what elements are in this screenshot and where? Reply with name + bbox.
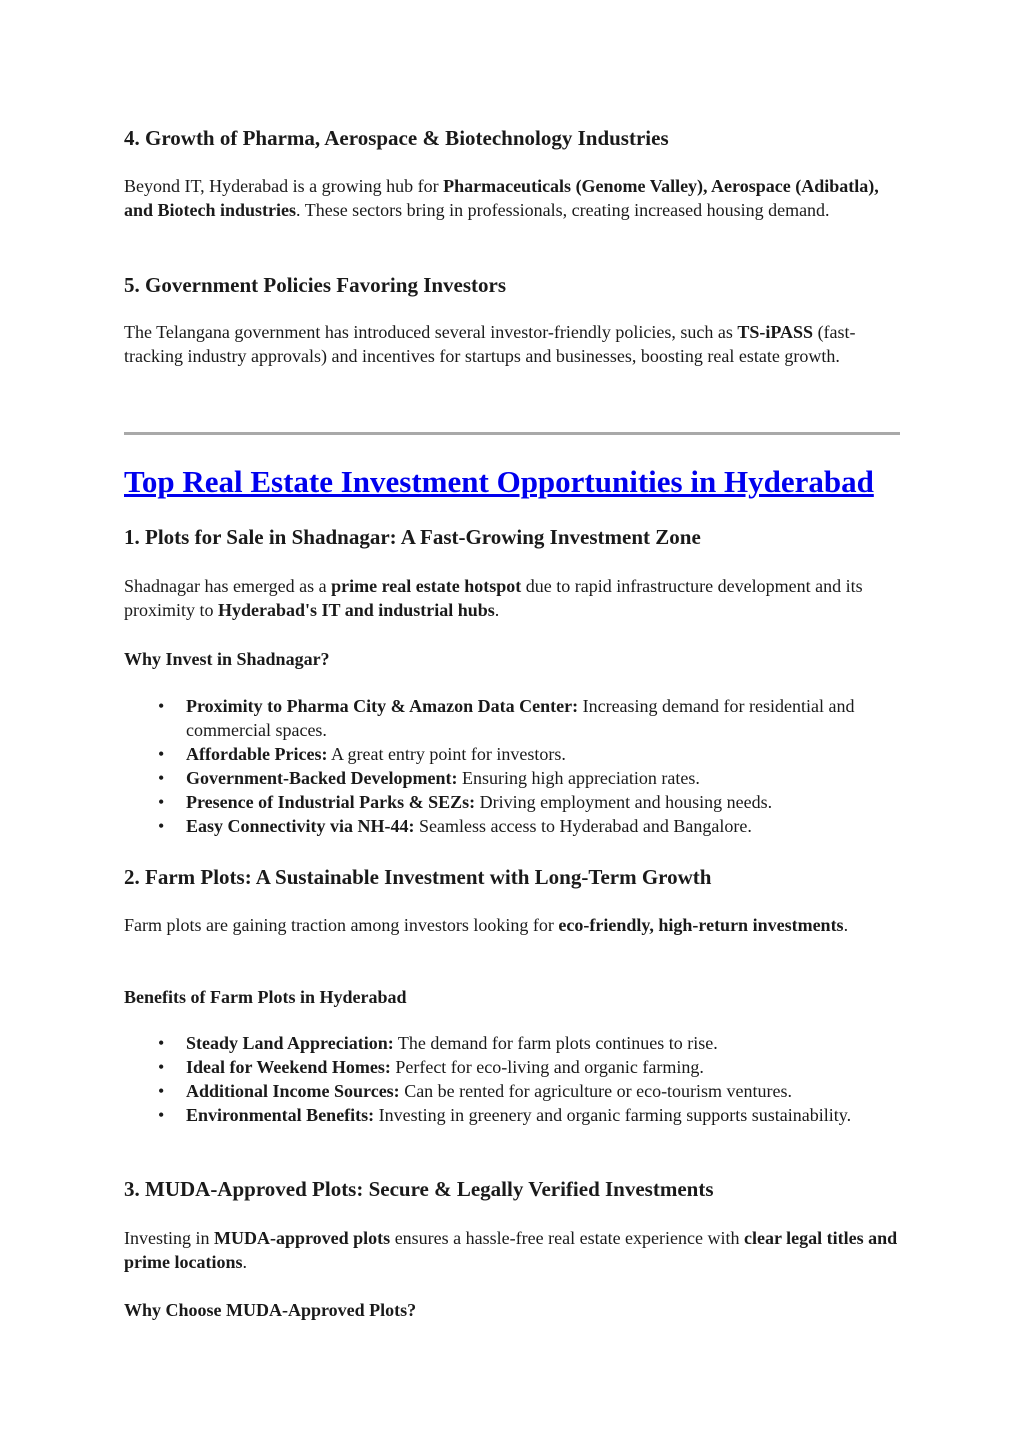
- subheading-why-shadnagar: Why Invest in Shadnagar?: [124, 649, 330, 669]
- list-shadnagar-benefits: [124, 694, 900, 838]
- main-heading-link[interactable]: Top Real Estate Investment Opportunities in Hyderabad: [124, 464, 874, 499]
- list-item: • Government-Backed Development: Ensuring high appreciation rates.: [186, 766, 900, 790]
- paragraph-muda-plots: Investing in MUDA-approved plots ensures a hassle-free real estate experience with clear legal titles and prime locations.: [124, 1228, 898, 1272]
- paragraph-farm-plots: Farm plots are gaining traction among investors looking for eco-friendly, high-return investments.: [124, 915, 849, 935]
- list-item: • Ideal for Weekend Homes: Perfect for eco-living and organic farming.: [186, 1055, 900, 1079]
- opportunity-heading-shadnagar: 1. Plots for Sale in Shadnagar: A Fast-Growing Investment Zone: [124, 525, 701, 549]
- opportunity-heading-farm-plots: 2. Farm Plots: A Sustainable Investment with Long-Term Growth: [124, 865, 712, 889]
- list-item: • Easy Connectivity via NH-44: Seamless access to Hyderabad and Bangalore.: [186, 814, 900, 838]
- subheading-why-muda: Why Choose MUDA-Approved Plots?: [124, 1300, 417, 1320]
- paragraph-government-policies: The Telangana government has introduced several investor-friendly policies, such as TS-iPASS (fast-tracking industry approvals) and incentives for startups and businesses, boosting real estate growth.: [124, 322, 856, 366]
- paragraph-shadnagar: Shadnagar has emerged as a prime real estate hotspot due to rapid infrastructure development and its proximity to Hyderabad's IT and industrial hubs.: [124, 576, 863, 620]
- list-item: • Proximity to Pharma City & Amazon Data Center: Increasing demand for residential and commercial spaces.: [186, 694, 900, 742]
- list-item: • Presence of Industrial Parks & SEZs: Driving employment and housing needs.: [186, 790, 900, 814]
- section-divider: [124, 432, 900, 435]
- list-farm-plot-benefits: [124, 1031, 900, 1127]
- opportunity-heading-muda-plots: 3. MUDA-Approved Plots: Secure & Legally Verified Investments: [124, 1177, 714, 1201]
- list-item: • Affordable Prices: A great entry point for investors.: [186, 742, 900, 766]
- list-item: • Steady Land Appreciation: The demand for farm plots continues to rise.: [186, 1031, 900, 1055]
- subheading-farm-benefits: Benefits of Farm Plots in Hyderabad: [124, 987, 407, 1007]
- section-heading-government-policies: 5. Government Policies Favoring Investors: [124, 273, 507, 297]
- list-item: • Environmental Benefits: Investing in greenery and organic farming supports sustainability.: [186, 1103, 900, 1127]
- paragraph-pharma-growth: Beyond IT, Hyderabad is a growing hub for Pharmaceuticals (Genome Valley), Aerospace (Adibatla), and Biotech industries. These sectors bring in professionals, creating increased housing demand.: [124, 176, 879, 220]
- list-item: • Additional Income Sources: Can be rented for agriculture or eco-tourism ventures.: [186, 1079, 900, 1103]
- section-heading-pharma-growth: 4. Growth of Pharma, Aerospace & Biotechnology Industries: [124, 126, 669, 150]
